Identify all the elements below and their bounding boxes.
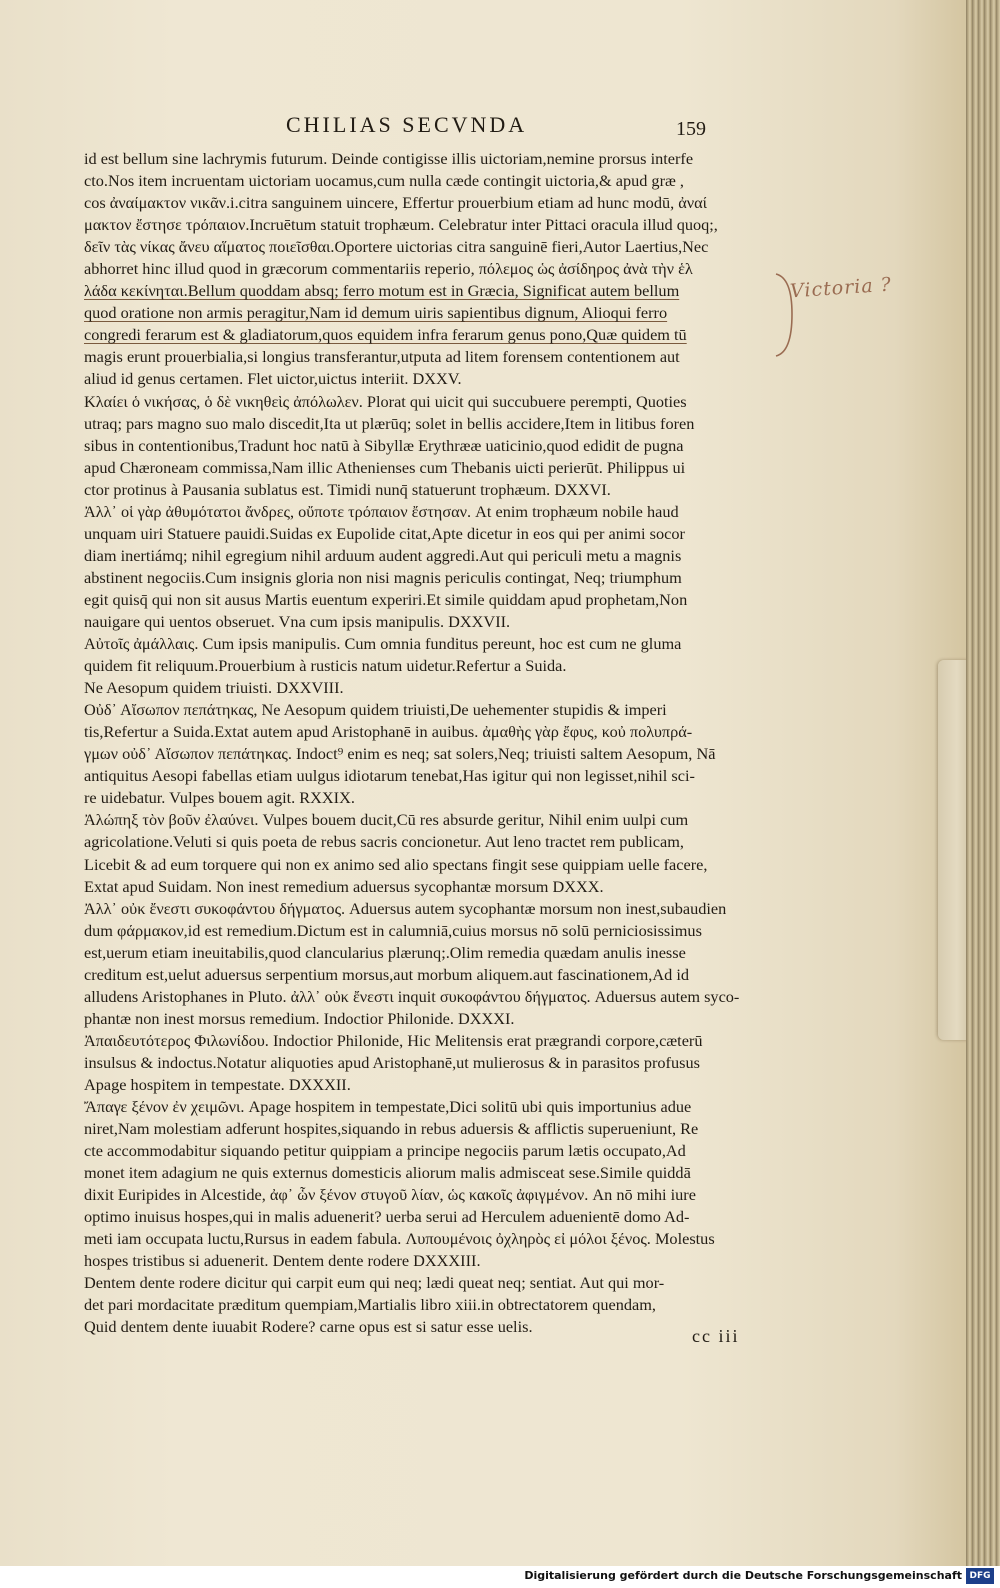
text-line: Ἀλώπηξ τὸν βοῦν ἐλαύνει. Vulpes bouem ducit,Cū res absurde geritur, Nihil enim uulpi cum	[84, 810, 689, 830]
text-line: utraq; pars magno suo malo discedit,Ita ut plærūq; solet in bellis accidere,Item in litibus foren	[84, 413, 695, 433]
text-line: δεῖν τὰς νίκας ἄνευ αἵματος ποιεῖσθαι.Oportere uictorias citra sanguinē fieri,Autor Laertius,Nec	[84, 237, 709, 257]
text-line: Κλαίει ὁ νικήσας, ὁ δὲ νικηθεὶς ἀπόλωλεν. Plorat qui uicit qui succubuere perempti, Quoties	[84, 391, 687, 411]
adage-heading-line: ctor protinus à Pausania sublatus est. Timidi nunq̄ statuerunt trophæum. DXXVI.	[84, 479, 611, 499]
text-line-underlined: congredi ferarum est & gladiatorum,quos equidem infra ferarum genus pono,Quæ quidem tū	[84, 325, 687, 345]
book-fore-edge	[966, 0, 1000, 1566]
text-line: agricolatione.Veluti si quis poeta de rebus sacris concionetur. Aut leno tractet rem publicam,	[84, 832, 684, 852]
text-line: niret,Nam molestiam adferunt hospites,siquando in rebus aduersis & afflictis superueniunt, Re	[84, 1119, 699, 1139]
text-line: monet item adagium ne quis externus domesticis aliorum malis admisceat sese.Simile quiddā	[84, 1163, 691, 1183]
running-head: CHILIAS SECVNDA	[286, 112, 528, 137]
text-line: Ἀλλ᾽ οἱ γὰρ ἀθυμότατοι ἄνδρες, οὔποτε τρόπαιον ἔστησαν. At enim trophæum nobile haud	[84, 501, 679, 521]
text-line: dixit Euripides in Alcestide, ἀφ᾽ ὧν ξένον στυγοῦ λίαν, ὡς κακοῖς ἀφιγμένον. An nō mihi iure	[84, 1185, 696, 1205]
text-line: μακτον ἔστησε τρόπαιον.Incruētum statuit trophæum. Celebratur inter Pittaci oracula illud quoq;,	[84, 215, 718, 235]
text-line: abhorret hinc illud quod in græcorum commentariis reperio, πόλεμος ὡς ἀσίδηρος ἀνὰ τὴν ἑλ	[84, 259, 693, 279]
marginal-handwritten-note: Victoria ?	[789, 273, 893, 303]
text-line: sibus in contentionibus,Tradunt hoc natū à Sibyllæ Erythrææ uaticinio,quod edidit de pugna	[84, 435, 684, 455]
text-line: est,uerum etiam ineuitabilis,quod clancularius plærunq;.Olim remedia quædam anulis inesse	[84, 942, 686, 962]
text-line: alludens Aristophanes in Pluto. ἀλλ᾽ οὐκ ἔνεστι inquit συκοφάντου δήγματος. Aduersus autem syco-	[84, 986, 740, 1006]
text-line: diam inertiámq; nihil egregium nihil arduum audent aggredi.Aut qui periculi metu a magnis	[84, 545, 682, 565]
text-line: cto.Nos item incruentam uictoriam uocamus,cum nulla cæde contingit uictoria,& apud græ ,	[84, 171, 684, 191]
text-line: unquam uiri Statuere pauidi.Suidas ex Eupolide citat,Apte dicetur in eos qui per animi socor	[84, 523, 685, 543]
text-line: Ἀλλ᾽ οὐκ ἔνεστι συκοφάντου δήγματος. Aduersus autem sycophantæ morsum non inest,subaudien	[84, 898, 727, 918]
text-line: cte accommodabitur siquando petitur quippiam a principe negociis parum lætis occupato,Ad	[84, 1141, 686, 1161]
text-line: Ἀπαιδευτότερος Φιλωνίδου. Indoctior Philonide, Hic Melitensis erat prægrandi corpore,cæterū	[84, 1030, 703, 1050]
text-line: optimo inuisus hospes,qui in malis aduenerit? uerba serui ad Herculem aduenientē domo Ad-	[84, 1207, 690, 1227]
dfg-logo-icon: DFG	[966, 1568, 994, 1584]
text-line: tis,Refertur a Suida.Extat autem apud Aristophanē in auibus. ἀμαθὴς γὰρ ἔφυς, κοὐ πολυπρά-	[84, 722, 693, 742]
text-line: quidem fit reliquum.Prouerbium à rusticis natum uidetur.Refertur a Suida.	[84, 656, 567, 676]
adage-heading-line: aliud id genus certamen. Flet uictor,uictus interiit. DXXV.	[84, 369, 462, 389]
text-line: Licebit & ad eum torquere qui non ex animo sed alio spectans fingit sese quippiam uelle facere,	[84, 854, 708, 874]
text-line: magis erunt prouerbialia,si longius transferantur,utputa ad litem forensem contentionem aut	[84, 347, 680, 367]
text-line: γμων οὐδ᾽ Αἴσωπον πεπάτηκας. Indoct⁹ enim es neq; sat solers,Neq; triuisti saltem Aesopum, Nā	[84, 744, 716, 764]
text-line-underlined: quod oratione non armis peragitur,Nam id demum uiris sapientibus dignum, Alioqui ferro	[84, 303, 668, 323]
folio-number: 159	[676, 118, 706, 140]
adage-heading-line: nauigare qui uentos obseruet. Vna cum ipsis manipulis. DXXVII.	[84, 611, 511, 631]
body-text-block	[84, 148, 774, 1339]
text-line-underlined: λάδα κεκίνηται.Bellum quoddam absq; ferro motum est in Græcia, Significat autem bellum	[84, 281, 680, 301]
text-line: insulsus & indoctus.Notatur aliquoties apud Aristophanē,ut mulierosus & in parasitos profusus	[84, 1052, 700, 1072]
text-line: abstinent negociis.Cum insignis gloria non nisi magnis periculis contingat, Neq; triumphum	[84, 567, 682, 587]
footer-credit: Digitalisierung gefördert durch die Deutsche Forschungsgemeinschaft	[524, 1569, 962, 1582]
adage-heading-line: Apage hospitem in tempestate. DXXXII.	[84, 1074, 351, 1094]
signature-mark: cc iii	[692, 1326, 740, 1346]
text-line: meti iam occupata luctu,Rursus in eadem fabula. Λυπουμένοις ὀχληρὸς εἰ μόλοι ξένος. Molestus	[84, 1229, 715, 1249]
adage-heading-line: re uidebatur. Vulpes bouem agit. RXXIX.	[84, 788, 355, 808]
text-line: apud Chæroneam commissa,Nam illic Athenienses cum Thebanis uicti perierūt. Philippus ui	[84, 457, 686, 477]
text-line: Dentem dente rodere dicitur qui carpit eum qui neq; lædi queat neq; sentiat. Aut qui mor-	[84, 1273, 665, 1293]
text-line: cos ἀναίμακτον νικᾶν.i.citra sanguinem uincere, Effertur prouerbium etiam ad hunc modū, ἀναί	[84, 193, 708, 213]
text-line: antiquitus Aesopi fabellas etiam uulgus idiotarum tenebat,Has igitur qui non legisset,nihil sci-	[84, 766, 695, 786]
text-line: egit quisq̄ qui non sit ausus Martis euentum experiri.Et simile quiddam apud prophetam,Non	[84, 589, 688, 609]
text-line: dum φάρμακον,id est remedium.Dictum est in calumniā,cuius morsus nō solū perniciosissimus	[84, 920, 702, 940]
text-line: det pari mordacitate præditum quempiam,Martialis libro xiii.in obtrectatorem quendam,	[84, 1295, 656, 1315]
adage-heading-line: hospes tristibus si aduenerit. Dentem dente rodere DXXXIII.	[84, 1251, 481, 1271]
text-line: Quid dentem dente iuuabit Rodere? carne opus est si satur esse uelis.	[84, 1317, 533, 1337]
adage-heading-line: phantæ non inest morsus remedium. Indoctior Philonide. DXXXI.	[84, 1008, 515, 1028]
adage-heading-line: Extat apud Suidam. Non inest remedium aduersus sycophantæ morsum DXXX.	[84, 876, 604, 896]
text-line: Αὐτοῖς ἀμάλλαις. Cum ipsis manipulis. Cum omnia funditus pereunt, hoc est cum ne gluma	[84, 634, 682, 654]
text-line: Οὐδ᾽ Αἴσωπον πεπάτηκας, Ne Aesopum quidem triuisti,De uehementer stupidis & imperi	[84, 700, 667, 720]
text-line: Ἄπαγε ξένον ἐν χειμῶνι. Apage hospitem in tempestate,Dici solitū ubi quis importunius adue	[84, 1097, 692, 1117]
footer-bar	[0, 1566, 1000, 1588]
text-line: id est bellum sine lachrymis futurum. Deinde contigisse illis uictoriam,nemine prorsus interfe	[84, 149, 694, 168]
adage-heading-line: Ne Aesopum quidem triuisti. DXXVIII.	[84, 678, 344, 698]
text-line: creditum est,uelut aduersus serpentium morsus,aut morbum aliquem.aut fascinationem,Ad id	[84, 964, 689, 984]
